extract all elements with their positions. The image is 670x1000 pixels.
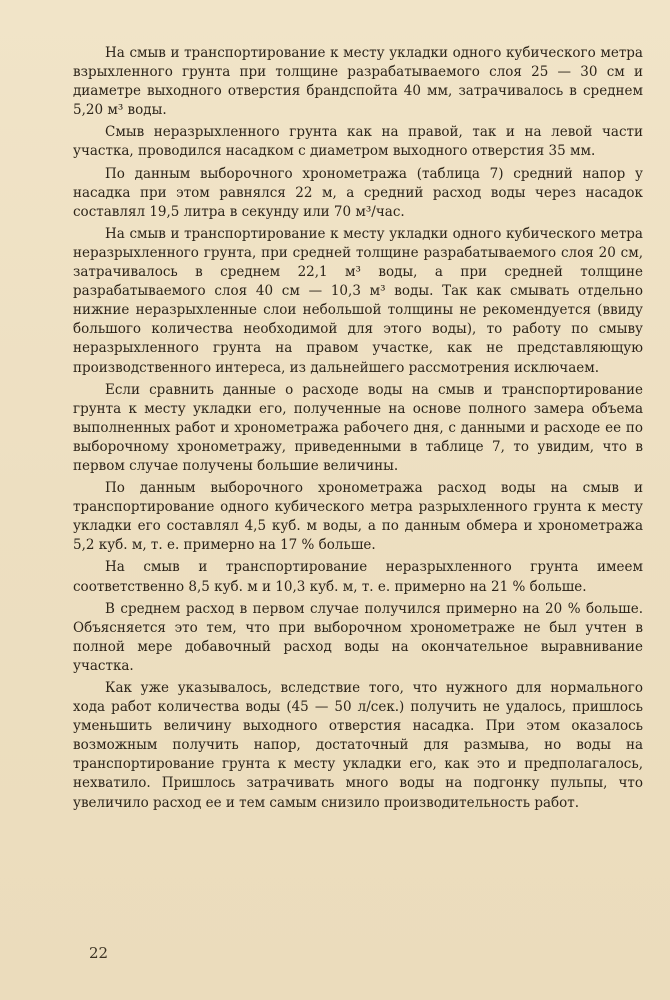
paragraph-2: Смыв неразрыхленного грунта как на правой, так и на левой части участка, проводился насадком с диаметром выходного отверстия 35 мм. <box>73 124 643 160</box>
paragraph-5: Если сравнить данные о расходе воды на смыв и транспортирование грунта к месту укладки его, полученные на основе полного замера объема выполненных работ и хронометража рабочего дня, с данными и расходе ее по выборочному хронометражу, приведенными в таблице 7, то увидим, что в первом случае получены большие величины. <box>73 381 643 474</box>
page-number: 22 <box>89 944 109 962</box>
paragraph-4: На смыв и транспортирование к месту укладки одного кубического метра неразрыхленного грунта, при средней толщине разрабатываемого слоя 20 см, затрачивалось в среднем 22,1 м³ воды, а при средней толщине разрабатываемого слоя 40 см — 10,3 м³ воды. Так как смывать отдельно нижние неразрыхленные слои небольшой толщины не рекомендуется (ввиду большого количества необходимой для этого воды), то работу по смыву неразрыхленного грунта на правом участке, как не представляющую производственного интереса, из дальнейшего рассмотрения исключаем. <box>73 225 643 376</box>
paragraph-9: Как уже указывалось, вследствие того, что нужного для нормального хода работ количества воды (45 — 50 л/сек.) получить не удалось, пришлось уменьшить величину выходного отверстия насадка. При этом оказалось возможным получить напор, достаточный для размыва, но воды на транспортирование грунта к месту укладки его, как это и предполагалось, нехватило. Пришлось затрачивать много воды на подгонку пульпы, что увеличило расход ее и тем самым снизило производительность работ. <box>73 680 643 811</box>
paragraph-8: В среднем расход в первом случае получился примерно на 20 % больше. Объясняется это тем, что при выборочном хронометраже не был учтен в полной мере добавочный расход воды на окончательное выравнивание участка. <box>73 600 643 674</box>
paragraph-3: По данным выборочного хронометража (таблица 7) средний напор у насадка при этом равнялся 22 м, а средний расход воды через насадок составлял 19,5 литра в секунду или 70 м³/час. <box>73 165 643 220</box>
paragraph-7: На смыв и транспортирование неразрыхленного грунта имеем соответственно 8,5 куб. м и 10,3 куб. м, т. е. примерно на 21 % больше. <box>73 559 643 595</box>
body-text <box>73 44 643 816</box>
paragraph-6: По данным выборочного хронометража расход воды на смыв и транспортирование одного кубического метра разрыхленного грунта к месту укладки его составлял 4,5 куб. м воды, а по данным обмера и хронометража 5,2 куб. м, т. е. примерно на 17 % больше. <box>73 480 643 554</box>
paragraph-1: На смыв и транспортирование к месту укладки одного кубического метра взрыхленного грунта при толщине разрабатываемого слоя 25 — 30 см и диаметре выходного отверстия брандспойта 40 мм, затрачивалось в среднем 5,20 м³ воды. <box>73 45 643 119</box>
